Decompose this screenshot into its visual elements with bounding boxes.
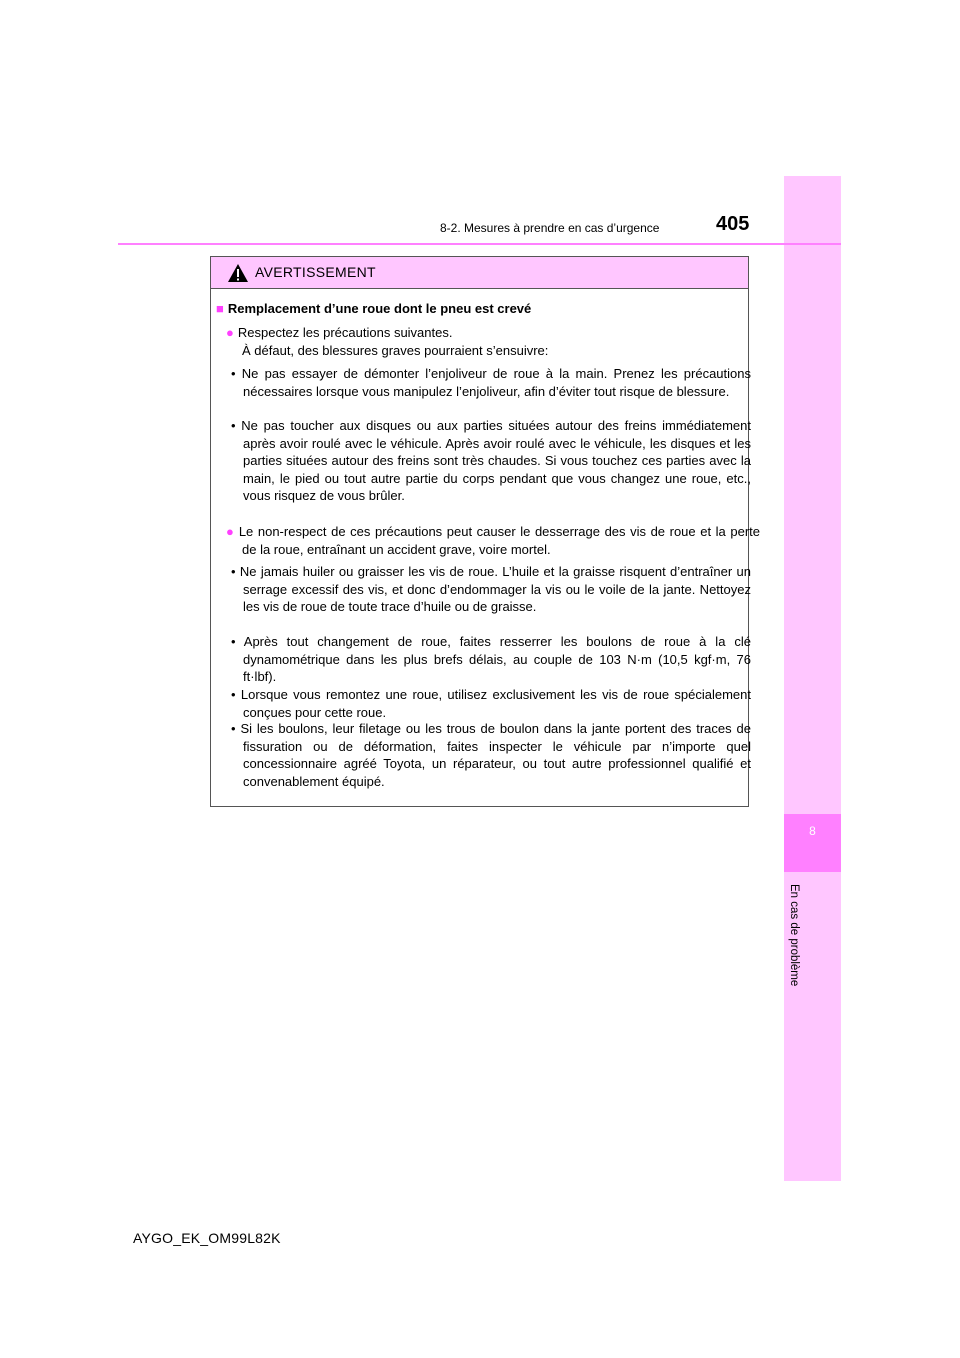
page-number: 405: [716, 213, 750, 235]
warning-heading-text: Remplacement d’une roue dont le pneu est crevé: [227, 301, 532, 316]
list-item: • Ne pas toucher aux disques ou aux parties situées autour des freins immédiatement après avoir roulé avec le véhicule. Après avoir roulé avec le véhicule, les disques et les parties situées autour des freins sont très chaudes. Si vous touchez ces parties avec la main, le pied ou tout autre partie du corps pendant que vous changez une roue, etc., vous risquez de vous brûler.: [231, 418, 751, 504]
square-bullet-icon: ■: [216, 301, 224, 316]
document-code: AYGO_EK_OM99L82K: [133, 1230, 281, 1246]
warning-box: [210, 256, 760, 807]
chapter-tab: [784, 176, 841, 1181]
warning-heading: [216, 300, 531, 318]
warning-triangle-icon: [227, 263, 249, 283]
list-item: • Ne jamais huiler ou graisser les vis de roue. L’huile et la graisse risquent d’entraîner un serrage excessif des vis, et donc d’endommager la vis ou le voile de la jante. Nettoyez les vis de roue de toute trace d’huile ou de graisse.: [231, 564, 751, 615]
list-item: • Lorsque vous remontez une roue, utilisez exclusivement les vis de roue spécialement conçues pour cette roue.: [231, 687, 751, 720]
circle-bullet-icon: ●: [226, 524, 235, 539]
chapter-label: En cas de problème: [788, 884, 800, 987]
point1-line1: Respectez les précautions suivantes.: [237, 325, 453, 340]
warning-title: AVERTISSEMENT: [255, 264, 376, 280]
list-item: • Après tout changement de roue, faites resserrer les boulons de roue à la clé dynamométrique dans les plus brefs délais, au couple de 103 N·m (10,5 kgf·m, 76 ft·lbf).: [231, 634, 751, 685]
warning-header: [211, 257, 748, 289]
list-item: • Ne pas essayer de démonter l’enjoliveur de roue à la main. Prenez les précautions nécessaires lorsque vous manipulez l’enjoliveur, afin d’éviter tout risque de blessure.: [231, 366, 751, 399]
chapter-number: 8: [809, 824, 816, 838]
section-title: 8-2. Mesures à prendre en cas d’urgence: [440, 221, 660, 235]
circle-bullet-icon: ●: [226, 325, 234, 340]
precaution-point-2: [226, 523, 760, 558]
header-divider: [118, 243, 841, 245]
list-item: • Si les boulons, leur filetage ou les trous de boulon dans la jante portent des traces de fissuration ou de déformation, faites inspecter le véhicule par n’importe quel concessionnaire agréé Toyota, un réparateur, ou tout autre professionnel qualifié et convenablement équipé.: [231, 721, 751, 789]
point1-line2: À défaut, des blessures graves pourraient s’ensuivre:: [242, 342, 549, 358]
point2-text: Le non-respect de ces précautions peut causer le desserrage des vis de roue et la perte de la roue, entraînant un accident grave, voire mortel.: [238, 524, 760, 557]
chapter-number-box: [784, 814, 841, 872]
precaution-point-1: [226, 324, 746, 359]
